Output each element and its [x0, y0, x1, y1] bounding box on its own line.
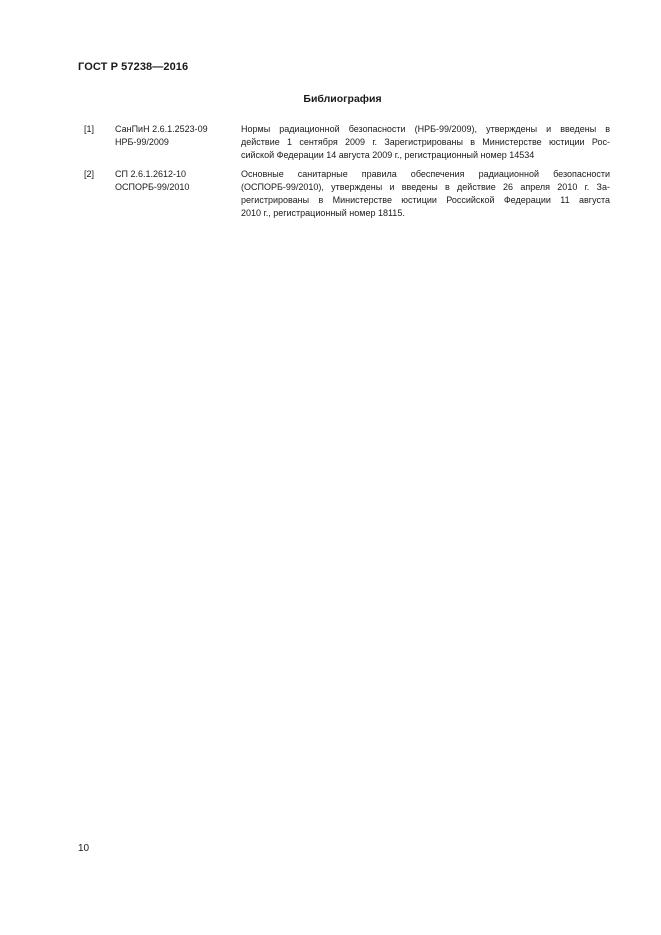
section-title-text: Библиография — [303, 93, 382, 105]
entry-description — [241, 123, 610, 163]
entry-description-line: (ОСПОРБ-99/2010), утверждены и введены в действие 26 апреля 2010 г. За- — [241, 181, 610, 192]
entry-description-line: регистрированы в Министерстве юстиции Российской Федерации 11 августа — [241, 195, 610, 206]
bibliography-list — [84, 123, 610, 225]
entry-code-line: СП 2.6.1.2612-10 — [115, 168, 187, 179]
bibliography-entry — [84, 123, 610, 163]
bibliography-entry — [84, 168, 610, 221]
entry-description-line: 2010 г., регистрационный номер 18115. — [241, 208, 405, 219]
entry-code-line: НРБ-99/2009 — [115, 137, 169, 148]
entry-code-line: ОСПОРБ-99/2010 — [115, 181, 190, 192]
entry-number: [2] — [84, 168, 95, 179]
entry-number: [1] — [84, 124, 95, 134]
entry-code — [115, 168, 241, 221]
entry-code-line: СанПиН 2.6.1.2523-09 — [115, 124, 208, 134]
entry-description-line: действие 1 сентября 2009 г. Зарегистрированы в Министерстве юстиции Рос- — [241, 137, 610, 148]
document-header: ГОСТ Р 57238—2016 — [78, 61, 189, 73]
entry-description-line: Основные санитарные правила обеспечения радиационной безопасности — [241, 168, 610, 179]
entry-description — [241, 168, 610, 221]
entry-code — [115, 123, 241, 163]
entry-description-line: Нормы радиационной безопасности (НРБ-99/2009), утверждены и введены в — [241, 124, 610, 134]
entry-description-line: сийской Федерации 14 августа 2009 г., регистрационный номер 14534 — [241, 150, 535, 161]
section-title — [0, 93, 661, 105]
page-number: 10 — [78, 843, 90, 854]
